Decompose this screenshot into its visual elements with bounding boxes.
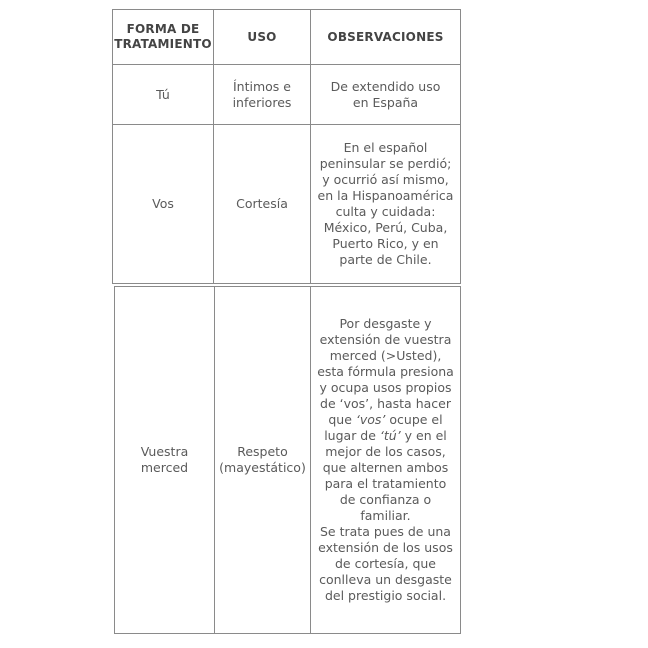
table-border-right (460, 9, 461, 284)
table-cell (311, 287, 460, 633)
row-divider (112, 283, 461, 284)
cell-uso-tu: Íntimos e inferiores (232, 78, 292, 110)
table-cell (214, 125, 310, 283)
observacion-text: ocupe el lugar de (324, 412, 443, 443)
cell-forma-vos: Vos (152, 196, 174, 211)
observacion-text: Por desgaste y extensión de vuestra merced (>Usted), esta fórmula presiona y ocupa usos propios de ‘vos’, hasta hacer que (317, 316, 454, 427)
table-cell (214, 65, 310, 124)
table-cell (311, 65, 460, 124)
table-cell (311, 125, 460, 283)
observacion-second-paragraph: Se trata pues de una extensión de los usos de cortesía, que conlleva un desgaste del prestigio social. (318, 524, 453, 603)
header-observaciones-text: OBSERVACIONES (327, 29, 444, 44)
header-uso (214, 10, 310, 64)
header-forma (113, 10, 213, 64)
table-cell (215, 287, 310, 633)
cell-uso-vos: Cortesía (236, 196, 288, 211)
table-border-right (460, 286, 461, 634)
table-cell (115, 287, 214, 633)
observacion-vos-italic: ‘vos’ (355, 412, 386, 427)
table-cell (113, 65, 213, 124)
table-border-bottom (114, 633, 461, 634)
cell-forma-tu: Tú (156, 86, 170, 102)
header-observaciones (311, 10, 460, 64)
cell-observaciones-vuestra-merced (315, 316, 456, 604)
cell-uso-vuestra-merced: Respeto (mayestático) (219, 444, 306, 475)
header-uso-text: USO (247, 29, 277, 44)
cell-observaciones-vos: En el español peninsular se perdió; y ocurrió así mismo, en la Hispanoamérica culta y cuidada: México, Perú, Cuba, Puerto Rico, y en parte de Chile. (317, 140, 454, 267)
cell-forma-vuestra-merced: Vuestra merced (140, 444, 189, 475)
header-forma-text: FORMA DE TRATAMIENTO (114, 22, 212, 51)
table-cell (113, 125, 213, 283)
cell-observaciones-tu: De extendido uso en España (330, 78, 441, 110)
observacion-tu-italic: ‘tú’ (379, 428, 401, 443)
observacion-text: y en el mejor de los casos, que alternen ambos para el tratamiento de confianza o familiar. (322, 428, 449, 523)
